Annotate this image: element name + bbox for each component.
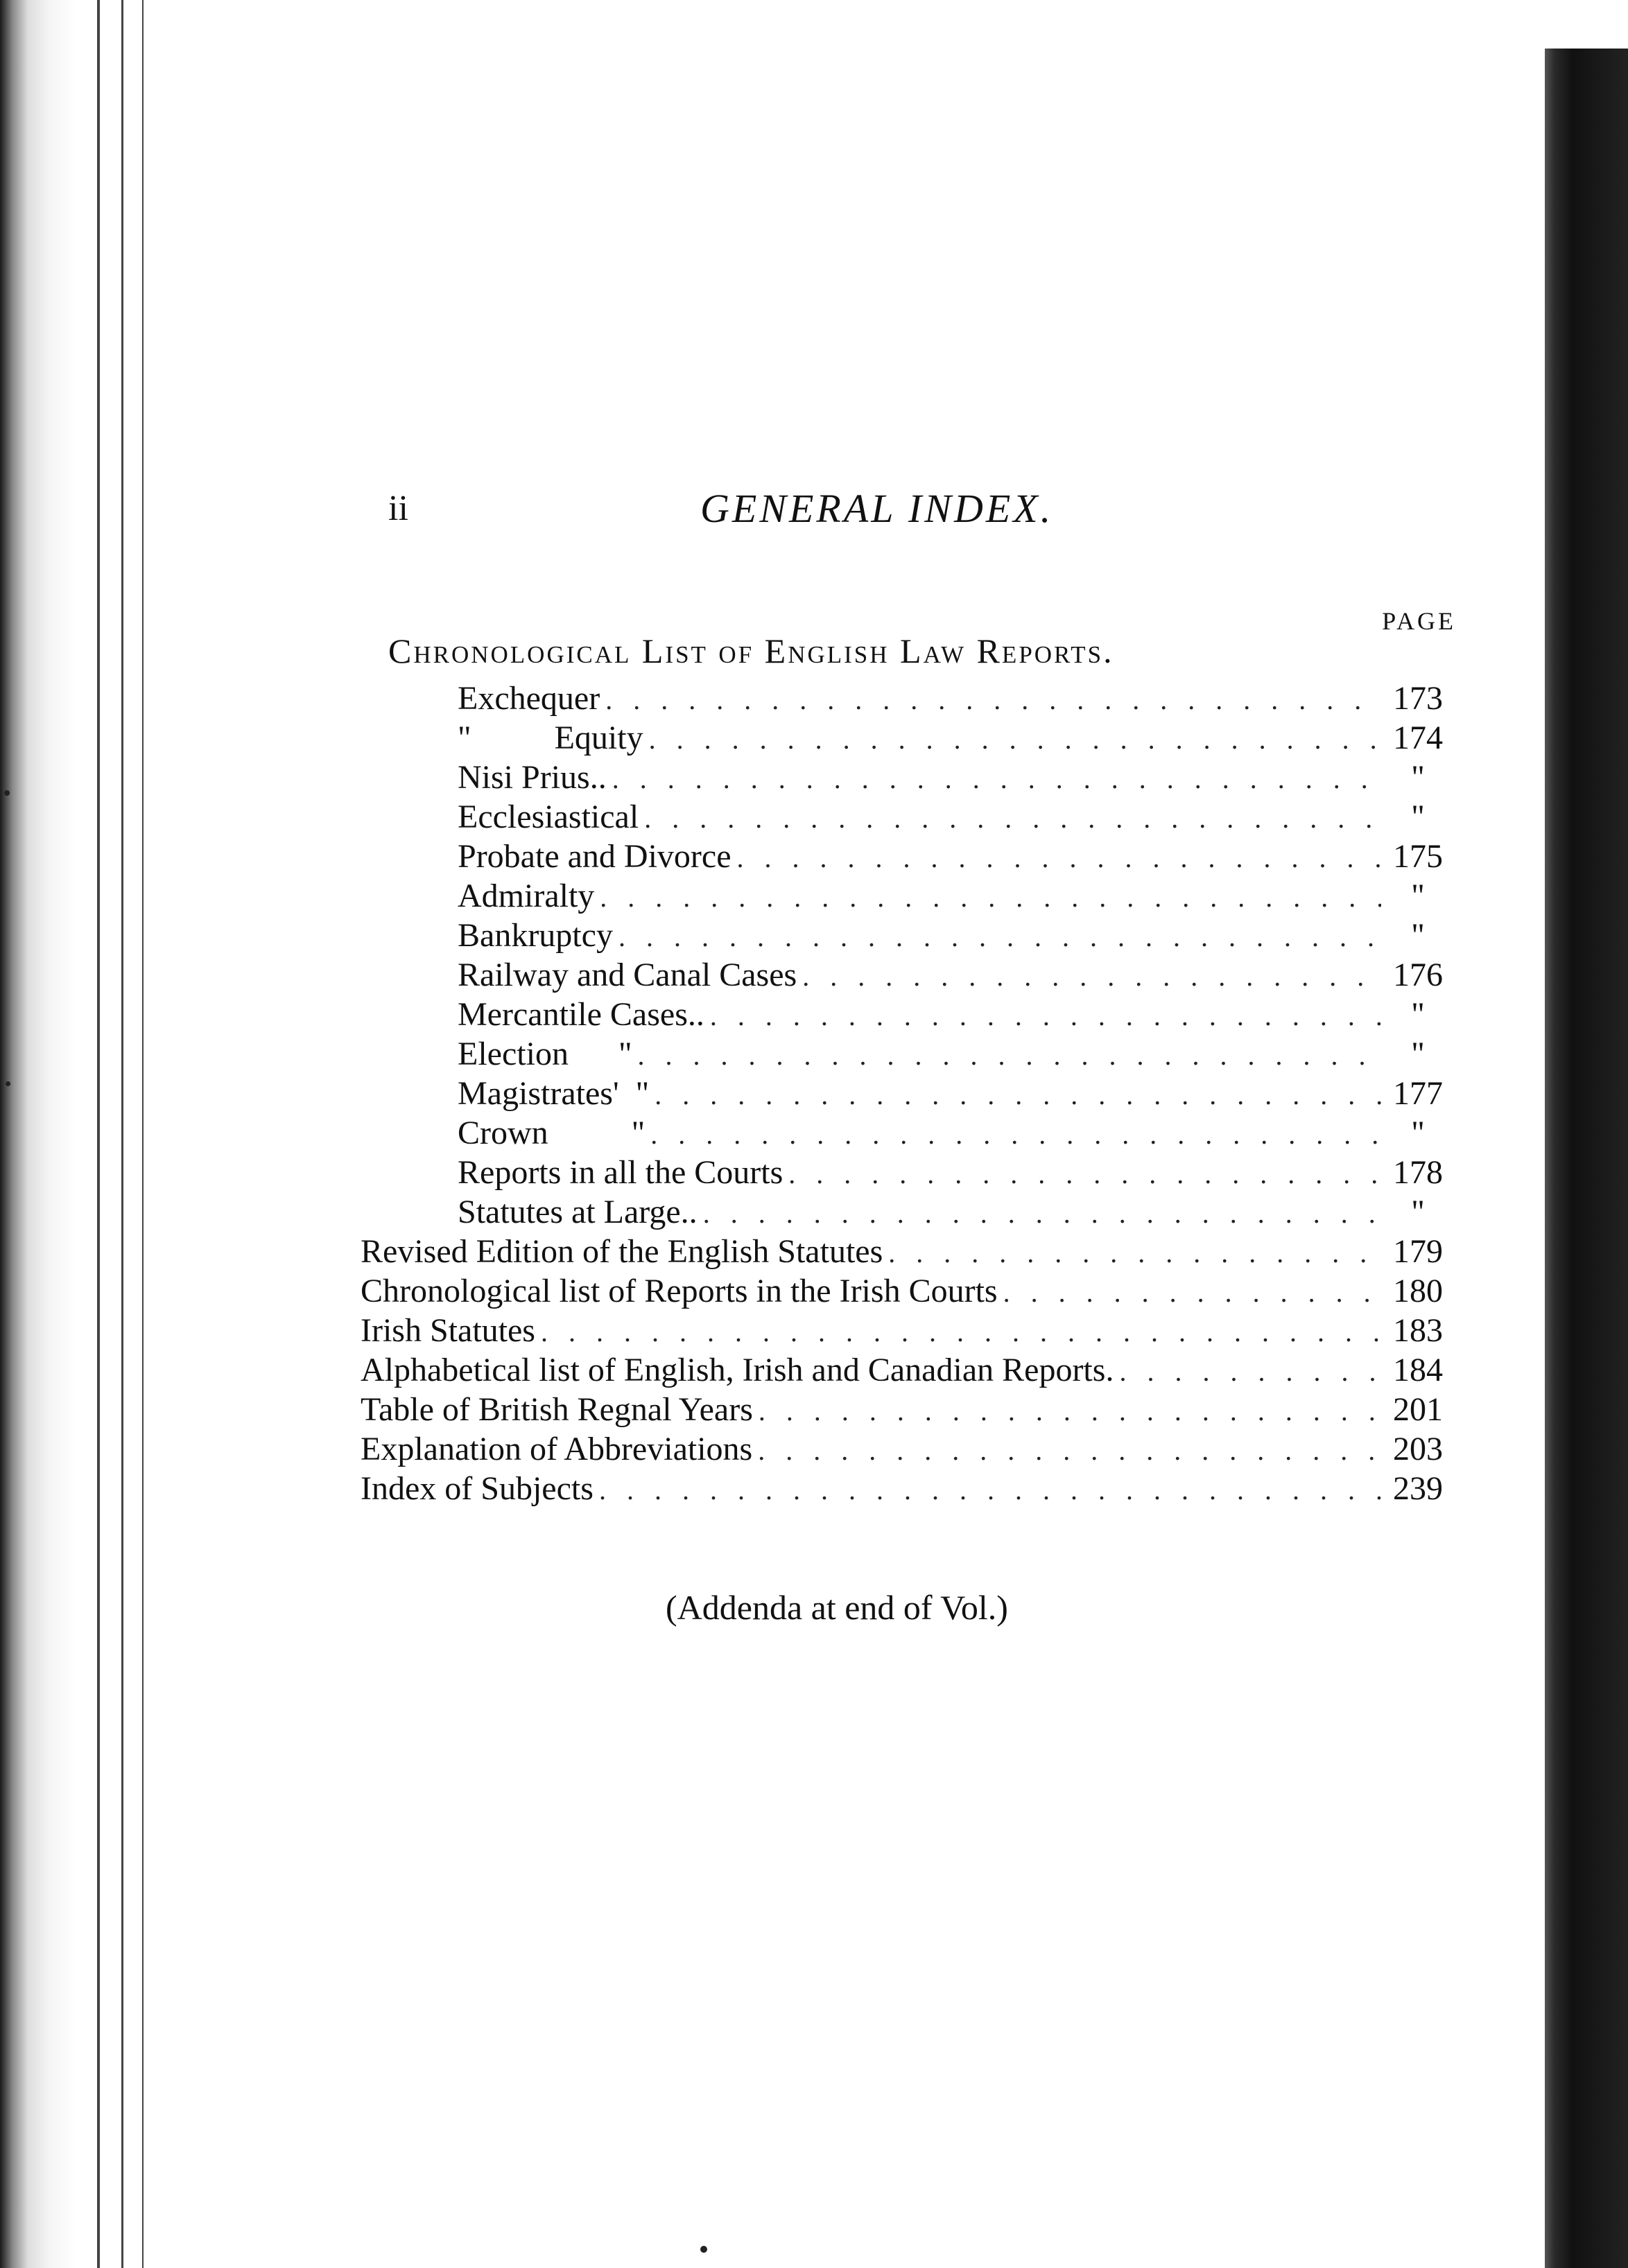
entry-label: " Equity <box>458 719 643 756</box>
entry-label: Revised Edition of the English Statutes <box>361 1233 883 1270</box>
leader-dots <box>737 841 1381 874</box>
index-entry <box>361 798 1449 837</box>
leader-dots <box>1119 1355 1381 1388</box>
folio-number: ii <box>388 489 408 528</box>
entry-page-number: 175 <box>1393 838 1443 875</box>
leader-dots <box>605 683 1381 716</box>
page-edge-left <box>0 0 208 2268</box>
entry-page-number: " <box>1411 799 1425 835</box>
index-entry <box>361 1469 1449 1509</box>
entry-label: Index of Subjects <box>361 1470 594 1507</box>
entry-page-number: 180 <box>1393 1273 1443 1309</box>
entry-page-number: " <box>1411 1194 1425 1230</box>
entry-label: Ecclesiastical <box>458 799 639 835</box>
page-column-label: PAGE <box>1382 607 1456 635</box>
index-entry <box>361 1153 1449 1193</box>
entry-label: Statutes at Large.. <box>458 1194 698 1230</box>
entry-page-number: 203 <box>1393 1431 1443 1467</box>
leader-dots <box>638 1039 1381 1072</box>
entry-label: Probate and Divorce <box>458 838 731 875</box>
entry-page-number: 201 <box>1393 1391 1443 1428</box>
index-entry <box>361 1035 1449 1074</box>
leader-dots <box>802 960 1381 993</box>
index-entry <box>361 1430 1449 1469</box>
leader-dots <box>618 921 1381 953</box>
index-entry <box>361 1193 1449 1232</box>
leader-dots <box>599 1474 1381 1506</box>
main-entry-list <box>361 1232 1449 1509</box>
leader-dots <box>759 1395 1381 1427</box>
entry-label: Explanation of Abbreviations <box>361 1431 753 1467</box>
entry-page-number: 184 <box>1393 1352 1443 1388</box>
page-edge-line <box>142 0 144 2268</box>
entry-label: Crown " <box>458 1115 646 1151</box>
leader-dots <box>710 1000 1381 1032</box>
leader-dots <box>541 1316 1381 1348</box>
leader-dots <box>655 1079 1381 1111</box>
page-edge-line <box>121 0 123 2268</box>
entry-page-number: " <box>1411 996 1425 1033</box>
index-entry <box>361 956 1449 995</box>
entry-label: Exchequer <box>458 680 600 717</box>
running-head <box>361 485 1442 548</box>
entry-label: Magistrates' " <box>458 1075 650 1112</box>
index-entry <box>361 1074 1449 1114</box>
entry-label: Admiralty <box>458 878 595 914</box>
leader-dots <box>649 723 1381 756</box>
index-page <box>361 485 1456 1627</box>
entry-page-number: " <box>1411 1036 1425 1072</box>
index-entry <box>361 1351 1449 1390</box>
index-entry <box>361 1390 1449 1430</box>
index-entry <box>361 758 1449 798</box>
entry-page-number: 183 <box>1393 1312 1443 1349</box>
entry-page-number: " <box>1411 759 1425 796</box>
entry-label: Election " <box>458 1036 632 1072</box>
index-entry <box>361 1114 1449 1153</box>
index-entry <box>361 877 1449 916</box>
index-entry <box>361 916 1449 956</box>
entry-page-number: 173 <box>1393 680 1443 717</box>
entry-label: Reports in all the Courts <box>458 1154 783 1191</box>
section-heading: Chronological List of English Law Reports. <box>388 631 1114 670</box>
entry-label: Nisi Prius.. <box>458 759 607 796</box>
leader-dots <box>600 881 1381 914</box>
entry-label: Table of British Regnal Years <box>361 1391 753 1428</box>
index-entry <box>361 679 1449 719</box>
page-edge-right <box>1545 42 1628 2268</box>
leader-dots <box>703 1197 1381 1230</box>
entry-page-number: " <box>1411 917 1425 954</box>
index-entry <box>361 1272 1449 1311</box>
entry-page-number: 177 <box>1393 1075 1443 1112</box>
leader-dots <box>788 1158 1381 1190</box>
index-entries <box>361 679 1449 1509</box>
addenda-note: (Addenda at end of Vol.) <box>666 1588 1008 1627</box>
leader-dots <box>758 1434 1381 1467</box>
index-entry <box>361 995 1449 1035</box>
page-title: GENERAL INDEX. <box>700 486 1054 531</box>
sub-entry-list <box>361 679 1449 1232</box>
entry-page-number: " <box>1411 878 1425 914</box>
index-entry <box>361 1311 1449 1351</box>
leader-dots <box>644 802 1381 835</box>
page-edge-line <box>97 0 100 2268</box>
entry-label: Irish Statutes <box>361 1312 535 1349</box>
entry-page-number: 239 <box>1393 1470 1443 1507</box>
leader-dots <box>888 1237 1381 1269</box>
entry-label: Chronological list of Reports in the Irish Courts <box>361 1273 998 1309</box>
index-entry <box>361 837 1449 877</box>
entry-page-number: 178 <box>1393 1154 1443 1191</box>
entry-label: Bankruptcy <box>458 917 613 954</box>
index-entry <box>361 1232 1449 1272</box>
entry-page-number: 174 <box>1393 719 1443 756</box>
entry-page-number: " <box>1411 1115 1425 1151</box>
entry-label: Alphabetical list of English, Irish and Canadian Reports. <box>361 1352 1114 1388</box>
entry-page-number: 176 <box>1393 957 1443 993</box>
entry-page-number: 179 <box>1393 1233 1443 1270</box>
leader-dots <box>650 1118 1381 1151</box>
leader-dots <box>1003 1276 1381 1309</box>
entry-label: Railway and Canal Cases <box>458 957 797 993</box>
index-entry <box>361 719 1449 758</box>
entry-label: Mercantile Cases.. <box>458 996 704 1033</box>
leader-dots <box>612 762 1381 795</box>
